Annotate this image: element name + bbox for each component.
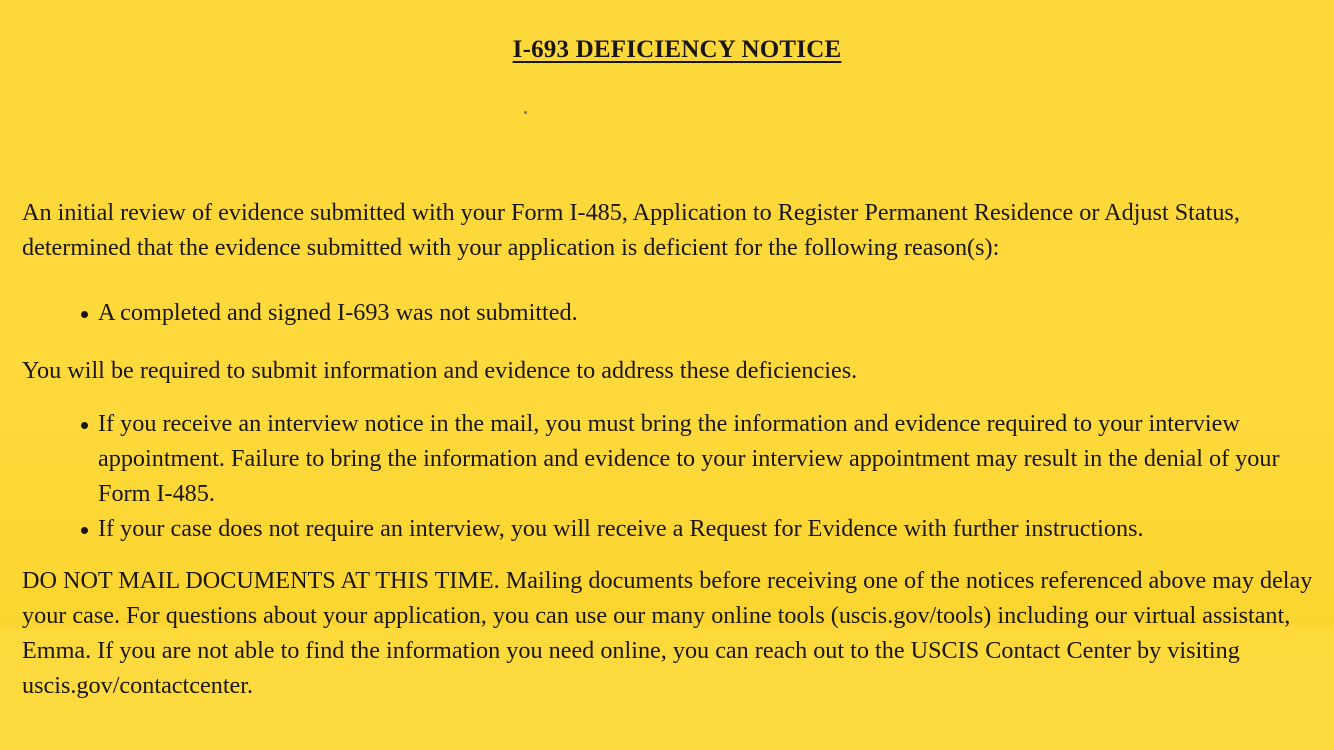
paper-speck <box>524 111 527 114</box>
bullet-icon <box>81 527 88 534</box>
bullet-icon <box>81 311 88 318</box>
instruction-text: If your case does not require an interview, you will receive a Request for Evidence with further instructions. <box>98 515 1144 542</box>
list-item <box>78 295 1323 330</box>
list-item <box>78 406 1323 511</box>
instructions-list <box>78 406 1323 546</box>
list-item <box>78 511 1323 546</box>
reason-text: A completed and signed I-693 was not submitted. <box>98 299 578 326</box>
bullet-icon <box>81 422 88 429</box>
closing-paragraph: DO NOT MAIL DOCUMENTS AT THIS TIME. Mailing documents before receiving one of the notices referenced above may delay your case. For questions about your application, you can use our many online tools (uscis.gov/tools) including our virtual assistant, Emma. If you are not able to find the information you need online, you can reach out to the USCIS Contact Center by visiting uscis.gov/contactcenter. <box>22 567 1313 699</box>
reasons-list <box>78 295 1323 330</box>
requirement-paragraph: You will be required to submit information and evidence to address these deficiencies. <box>22 357 858 384</box>
intro-paragraph: An initial review of evidence submitted with your Form I-485, Application to Register Permanent Residence or Adjust Status, determined that the evidence submitted with your application is deficient for the following reason(s): <box>22 199 1240 261</box>
notice-title: I-693 DEFICIENCY NOTICE <box>512 36 842 63</box>
instruction-text: If you receive an interview notice in the mail, you must bring the information and evidence required to your interview appointment. Failure to bring the information and evidence to your interview appointment may result in the denial of your Form I-485. <box>98 410 1280 507</box>
